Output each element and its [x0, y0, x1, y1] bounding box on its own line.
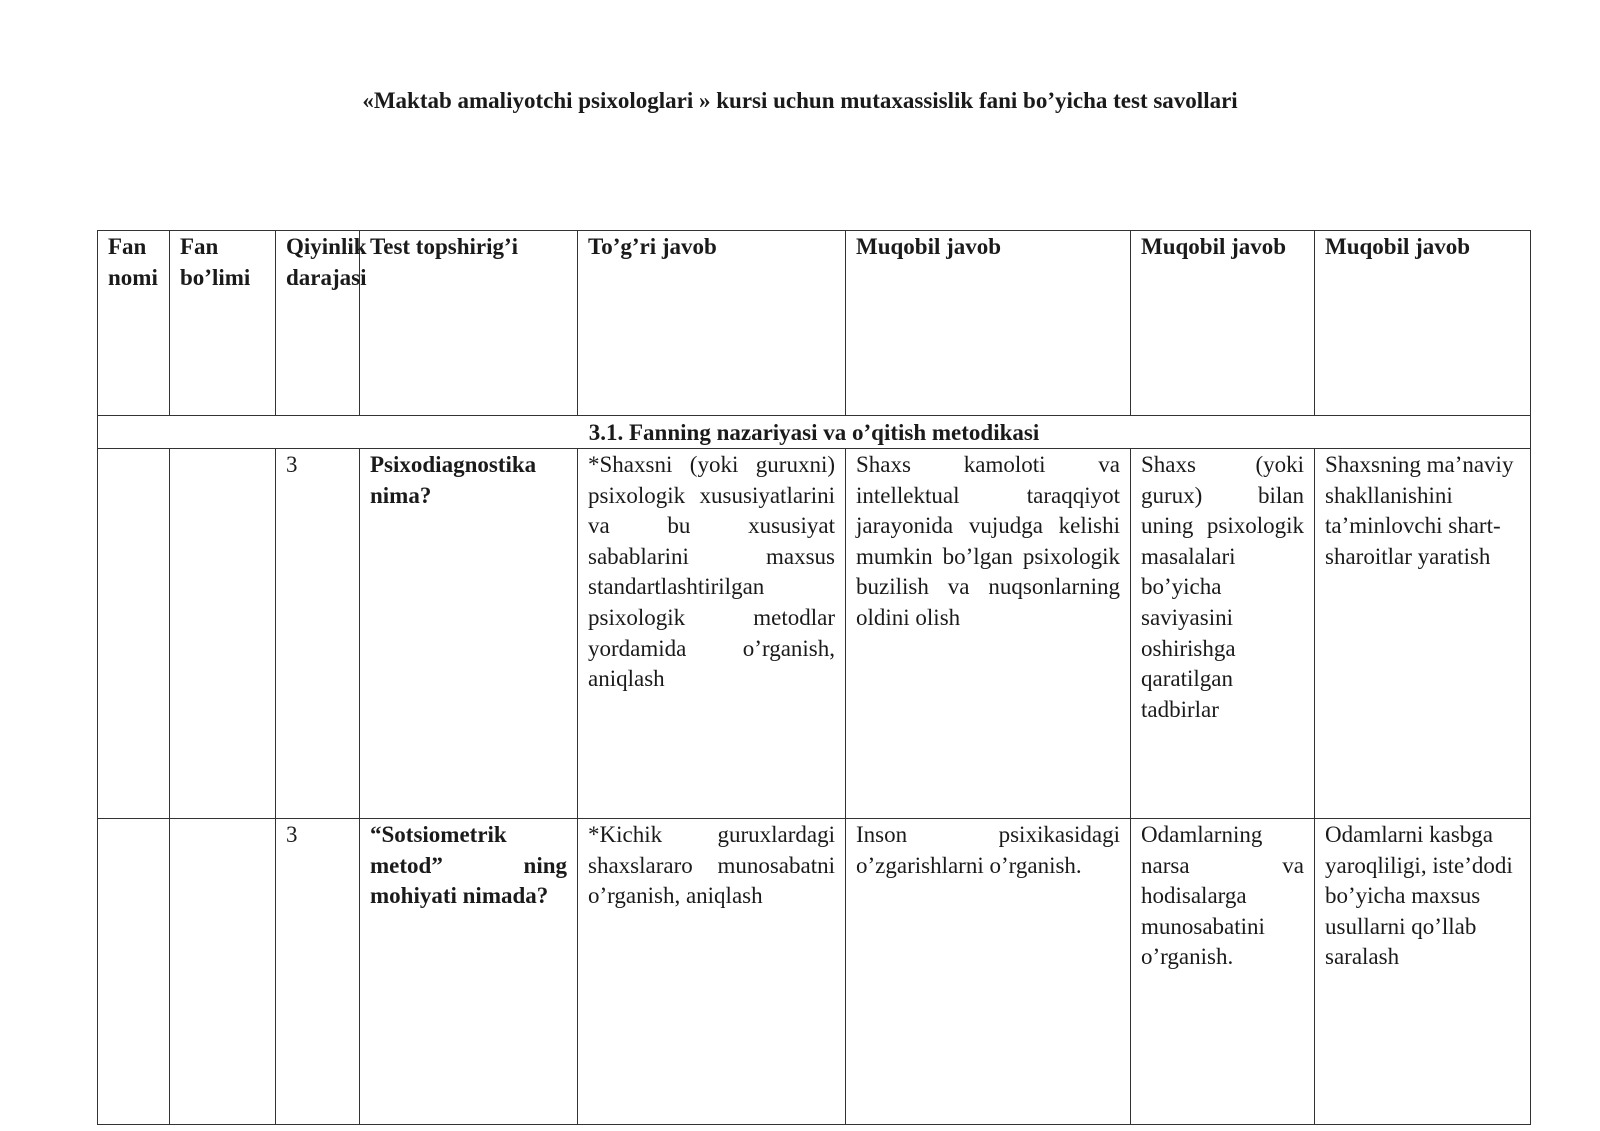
section-row [98, 416, 1531, 449]
cell-savol: “Sotsiometrik metod” ning mohiyati nimada? [360, 819, 578, 1125]
cell-qiyinlik: 3 [276, 819, 360, 1125]
header-test-topshirigi: Test topshirig’i [360, 231, 578, 416]
cell-fan-nomi [98, 449, 170, 819]
cell-togri-javob: *Kichik guruxlardagi shaxslararo munosabatni o’rganish, aniqlash [578, 819, 846, 1125]
header-row [98, 231, 1531, 416]
header-fan-bolimi: Fan bo’limi [170, 231, 276, 416]
cell-fan-bolimi [170, 819, 276, 1125]
header-fan-nomi: Fan nomi [98, 231, 170, 416]
cell-muqobil-2: Shaxs (yoki gurux) bilan uning psixologik masalalari bo’yicha saviyasini oshirishga qaratilgan tadbirlar [1131, 449, 1315, 819]
header-muqobil-javob-3: Muqobil javob [1315, 231, 1531, 416]
cell-muqobil-1: Inson psixikasidagi o’zgarishlarni o’rganish. [846, 819, 1131, 1125]
cell-fan-bolimi [170, 449, 276, 819]
test-questions-table [97, 230, 1531, 1125]
cell-savol: Psixodiagnostika nima? [360, 449, 578, 819]
cell-muqobil-2: Odamlarning narsa va hodisalarga munosabatini o’rganish. [1131, 819, 1315, 1125]
cell-muqobil-3: Shaxsning ma’naviy shakllanishini ta’minlovchi shart-sharoitlar yaratish [1315, 449, 1531, 819]
header-muqobil-javob-1: Muqobil javob [846, 231, 1131, 416]
cell-qiyinlik: 3 [276, 449, 360, 819]
table-row [98, 449, 1531, 819]
header-togri-javob: To’g’ri javob [578, 231, 846, 416]
cell-fan-nomi [98, 819, 170, 1125]
cell-togri-javob: *Shaxsni (yoki guruxni) psixologik xususiyatlarini va bu xususiyat sabablarini maxsus standartlashtirilgan psixologik metodlar yordamida o’rganish, aniqlash [578, 449, 846, 819]
document-title: «Maktab amaliyotchi psixologlari » kursi uchun mutaxassislik fani bo’yicha test savollari [362, 88, 1238, 113]
section-title: 3.1. Fanning nazariyasi va o’qitish metodikasi [98, 416, 1531, 449]
header-muqobil-javob-2: Muqobil javob [1131, 231, 1315, 416]
cell-muqobil-3: Odamlarni kasbga yaroqliligi, iste’dodi bo’yicha maxsus usullarni qo’llab saralash [1315, 819, 1531, 1125]
table-row [98, 819, 1531, 1125]
header-qiyinlik-darajasi: Qiyinlik darajasi [276, 231, 360, 416]
cell-muqobil-1: Shaxs kamoloti va intellektual taraqqiyot jarayonida vujudga kelishi mumkin bo’lgan psixologik buzilish va nuqsonlarning oldini olish [846, 449, 1131, 819]
